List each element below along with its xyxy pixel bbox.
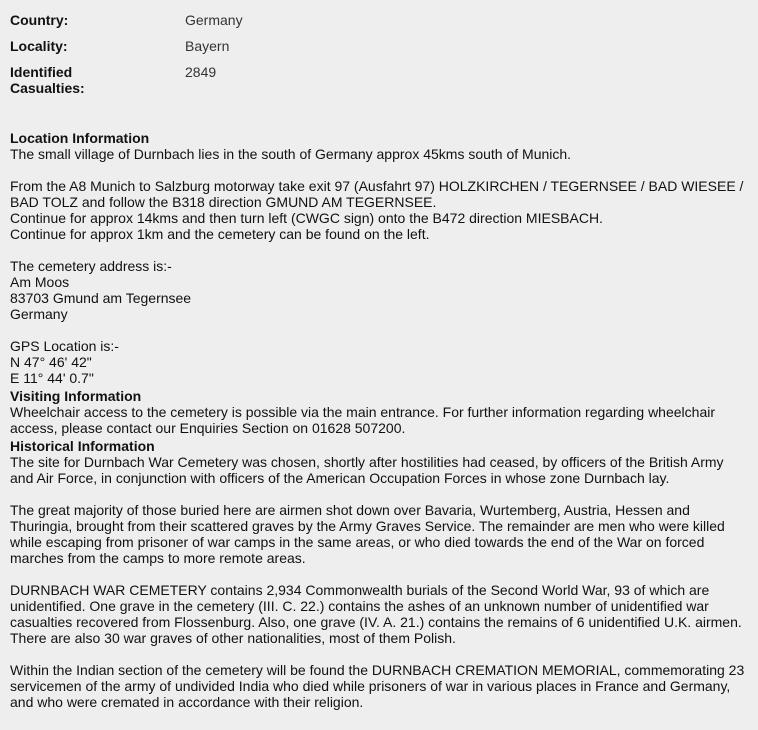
address-line-3: Germany [10,306,68,322]
locality-value: Bayern [185,38,230,54]
locality-row [10,38,748,64]
location-paragraph-4: Continue for approx 1km and the cemetery can be found on the left. [10,226,430,242]
location-section [10,130,748,386]
location-heading: Location Information [10,130,150,146]
details-table [10,12,748,106]
casualties-value: 2849 [185,64,217,80]
historical-paragraph-2: The great majority of those buried here are airmen shot down over Bavaria, Wurtemberg, Austria, Hessen and Thuringia, brought from their scattered graves by the Army Graves Service. The remainder are men who were killed while escaping from prisoner of war camps in the same areas, or who died towards the end of the War on forced marches from the camps to more remote areas. [10,502,725,566]
visiting-paragraph: Wheelchair access to the cemetery is possible via the main entrance. For further information regarding wheelchair access, please contact our Enquiries Section on 01628 507200. [10,404,715,436]
historical-section [10,438,748,710]
gps-north: N 47° 46' 42" [10,354,92,370]
visiting-heading: Visiting Information [10,388,142,404]
country-value: Germany [185,12,243,28]
historical-paragraph-1: The site for Durnbach War Cemetery was chosen, shortly after hostilities had ceased, by officers of the British Army and Air Force, in conjunction with officers of the American Occupation Forces in whose zone Durnbach lay. [10,454,724,486]
location-paragraph-1: The small village of Durnbach lies in the south of Germany approx 45kms south of Munich. [10,146,572,162]
gps-intro: GPS Location is:- [10,338,119,354]
location-paragraph-3: Continue for approx 14kms and then turn left (CWGC sign) onto the B472 direction MIESBACH. [10,210,603,226]
address-intro: The cemetery address is:- [10,258,172,274]
visiting-section [10,388,748,436]
historical-heading: Historical Information [10,438,155,454]
casualties-label: Identified Casualties: [10,64,85,96]
address-line-2: 83703 Gmund am Tegernsee [10,290,192,306]
location-paragraph-2: From the A8 Munich to Salzburg motorway take exit 97 (Ausfahrt 97) HOLZKIRCHEN / TEGERNSEE / BAD WIESEE / BAD TOLZ and follow the B318 direction GMUND AM TEGERNSEE. [10,178,744,210]
historical-paragraph-3: DURNBACH WAR CEMETERY contains 2,934 Commonwealth burials of the Second World War, 93 of which are unidentified. One grave in the cemetery (III. C. 22.) contains the ashes of an unknown number of unidentified war casualties recovered from Flossenburg. Also, one grave (IV. A. 21.) contains the remains of 6 unidentified U.K. airmen. There are also 30 war graves of other nationalities, most of them Polish. [10,582,742,646]
address-line-1: Am Moos [10,274,70,290]
casualties-row [10,64,748,106]
country-row [10,12,748,38]
gps-east: E 11° 44' 0.7" [10,370,94,386]
country-label: Country: [10,12,69,28]
locality-label: Locality: [10,38,68,54]
historical-paragraph-4: Within the Indian section of the cemetery will be found the DURNBACH CREMATION MEMORIAL, commemorating 23 servicemen of the army of undivided India who died while prisoners of war in various places in France and Germany, and who were cremated in accordance with their religion. [10,662,745,710]
